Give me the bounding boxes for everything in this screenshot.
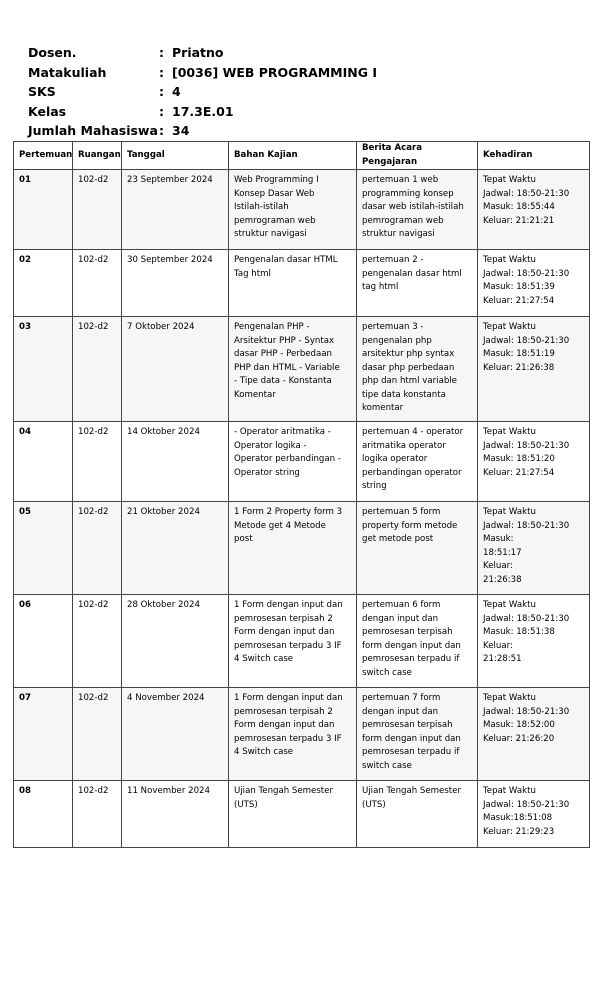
header-colon: : bbox=[159, 84, 164, 100]
table-row bbox=[14, 422, 590, 502]
header-colon: : bbox=[159, 45, 164, 61]
cell-pertemuan: 06 bbox=[14, 595, 73, 688]
column-header-kehadiran: Kehadiran bbox=[478, 142, 590, 170]
cell-pertemuan: 01 bbox=[14, 170, 73, 250]
header-label: Kelas bbox=[28, 103, 67, 119]
column-header-bahan-kajian: Bahan Kajian bbox=[229, 142, 357, 170]
header-row-jumlah-mahasiswa bbox=[28, 121, 377, 141]
header-colon: : bbox=[159, 103, 164, 119]
cell-bahan-kajian: 1 Form dengan input dan pemrosesan terpisah 2 Form dengan input dan pemrosesan terpadu 3 IF 4 Switch case bbox=[229, 595, 357, 688]
cell-tanggal: 11 November 2024 bbox=[122, 781, 229, 848]
cell-berita-acara: Ujian Tengah Semester (UTS) bbox=[357, 781, 478, 848]
cell-berita-acara: pertemuan 6 form dengan input dan pemrosesan terpisah form dengan input dan pemrosesan terpadu if switch case bbox=[357, 595, 478, 688]
cell-kehadiran: Tepat Waktu Jadwal: 18:50-21:30 Masuk: 18:51:17 Keluar: 21:26:38 bbox=[478, 502, 590, 595]
column-header-pertemuan: Pertemuan bbox=[14, 142, 73, 170]
header-value-jumlah-mahasiswa: 34 bbox=[172, 123, 190, 139]
header-row-dosen bbox=[28, 43, 377, 63]
cell-ruangan: 102-d2 bbox=[73, 688, 122, 781]
cell-pertemuan: 04 bbox=[14, 422, 73, 502]
cell-ruangan: 102-d2 bbox=[73, 170, 122, 250]
table-row bbox=[14, 317, 590, 422]
header-label: Jumlah Mahasiswa bbox=[28, 123, 158, 139]
header-label: SKS bbox=[28, 84, 56, 100]
column-header-berita-acara: Berita Acara Pengajaran bbox=[357, 142, 478, 170]
cell-bahan-kajian: 1 Form dengan input dan pemrosesan terpisah 2 Form dengan input dan pemrosesan terpadu 3 IF 4 Switch case bbox=[229, 688, 357, 781]
cell-berita-acara: pertemuan 1 web programming konsep dasar web istilah-istilah pemrograman web struktur navigasi bbox=[357, 170, 478, 250]
cell-pertemuan: 03 bbox=[14, 317, 73, 422]
cell-berita-acara: pertemuan 5 form property form metode get metode post bbox=[357, 502, 478, 595]
cell-tanggal: 14 Oktober 2024 bbox=[122, 422, 229, 502]
header-row-matakuliah bbox=[28, 63, 377, 83]
cell-ruangan: 102-d2 bbox=[73, 250, 122, 317]
header-value-matakuliah: [0036] WEB PROGRAMMING I bbox=[172, 64, 377, 80]
column-header-tanggal: Tanggal bbox=[122, 142, 229, 170]
header-label: Dosen. bbox=[28, 45, 77, 61]
cell-berita-acara: pertemuan 7 form dengan input dan pemrosesan terpisah form dengan input dan pemrosesan terpadu if switch case bbox=[357, 688, 478, 781]
cell-bahan-kajian: - Operator aritmatika - Operator logika - Operator perbandingan - Operator string bbox=[229, 422, 357, 502]
cell-tanggal: 7 Oktober 2024 bbox=[122, 317, 229, 422]
header-label: Matakuliah bbox=[28, 64, 107, 80]
course-header bbox=[28, 43, 377, 141]
cell-bahan-kajian: 1 Form 2 Property form 3 Metode get 4 Metode post bbox=[229, 502, 357, 595]
cell-bahan-kajian: Web Programming I Konsep Dasar Web Istilah-istilah pemrograman web struktur navigasi bbox=[229, 170, 357, 250]
table-row bbox=[14, 170, 590, 250]
cell-tanggal: 28 Oktober 2024 bbox=[122, 595, 229, 688]
cell-bahan-kajian: Pengenalan dasar HTML Tag html bbox=[229, 250, 357, 317]
header-colon: : bbox=[159, 123, 164, 139]
cell-pertemuan: 02 bbox=[14, 250, 73, 317]
table-row bbox=[14, 781, 590, 848]
cell-pertemuan: 08 bbox=[14, 781, 73, 848]
header-value-dosen: Priatno bbox=[172, 45, 224, 61]
cell-tanggal: 21 Oktober 2024 bbox=[122, 502, 229, 595]
table-row bbox=[14, 250, 590, 317]
table-row bbox=[14, 688, 590, 781]
cell-tanggal: 4 November 2024 bbox=[122, 688, 229, 781]
table-row bbox=[14, 595, 590, 688]
cell-kehadiran: Tepat Waktu Jadwal: 18:50-21:30 Masuk: 18:51:20 Keluar: 21:27:54 bbox=[478, 422, 590, 502]
cell-bahan-kajian: Ujian Tengah Semester (UTS) bbox=[229, 781, 357, 848]
cell-tanggal: 30 September 2024 bbox=[122, 250, 229, 317]
column-header-ruangan: Ruangan bbox=[73, 142, 122, 170]
cell-berita-acara: pertemuan 3 - pengenalan php arsitektur php syntax dasar php perbedaan php dan html variable tipe data konstanta komentar bbox=[357, 317, 478, 422]
cell-kehadiran: Tepat Waktu Jadwal: 18:50-21:30 Masuk: 18:55:44 Keluar: 21:21:21 bbox=[478, 170, 590, 250]
cell-berita-acara: pertemuan 4 - operator aritmatika operator logika operator perbandingan operator string bbox=[357, 422, 478, 502]
cell-ruangan: 102-d2 bbox=[73, 595, 122, 688]
cell-ruangan: 102-d2 bbox=[73, 502, 122, 595]
cell-ruangan: 102-d2 bbox=[73, 317, 122, 422]
attendance-table bbox=[13, 141, 590, 848]
cell-pertemuan: 05 bbox=[14, 502, 73, 595]
cell-ruangan: 102-d2 bbox=[73, 781, 122, 848]
header-row-sks bbox=[28, 82, 377, 102]
header-row-kelas bbox=[28, 102, 377, 122]
cell-pertemuan: 07 bbox=[14, 688, 73, 781]
cell-kehadiran: Tepat Waktu Jadwal: 18:50-21:30 Masuk: 18:51:19 Keluar: 21:26:38 bbox=[478, 317, 590, 422]
cell-bahan-kajian: Pengenalan PHP - Arsitektur PHP - Syntax dasar PHP - Perbedaan PHP dan HTML - Variable - Tipe data - Konstanta Komentar bbox=[229, 317, 357, 422]
cell-kehadiran: Tepat Waktu Jadwal: 18:50-21:30 Masuk: 18:51:39 Keluar: 21:27:54 bbox=[478, 250, 590, 317]
cell-berita-acara: pertemuan 2 - pengenalan dasar html tag html bbox=[357, 250, 478, 317]
cell-kehadiran: Tepat Waktu Jadwal: 18:50-21:30 Masuk: 18:51:38 Keluar: 21:28:51 bbox=[478, 595, 590, 688]
cell-kehadiran: Tepat Waktu Jadwal: 18:50-21:30 Masuk: 18:52:00 Keluar: 21:26:20 bbox=[478, 688, 590, 781]
header-value-sks: 4 bbox=[172, 84, 181, 100]
cell-kehadiran: Tepat Waktu Jadwal: 18:50-21:30 Masuk:18:51:08 Keluar: 21:29:23 bbox=[478, 781, 590, 848]
cell-tanggal: 23 September 2024 bbox=[122, 170, 229, 250]
table-row bbox=[14, 502, 590, 595]
cell-ruangan: 102-d2 bbox=[73, 422, 122, 502]
header-value-kelas: 17.3E.01 bbox=[172, 103, 234, 119]
header-colon: : bbox=[159, 64, 164, 80]
table-header-row bbox=[14, 142, 590, 170]
